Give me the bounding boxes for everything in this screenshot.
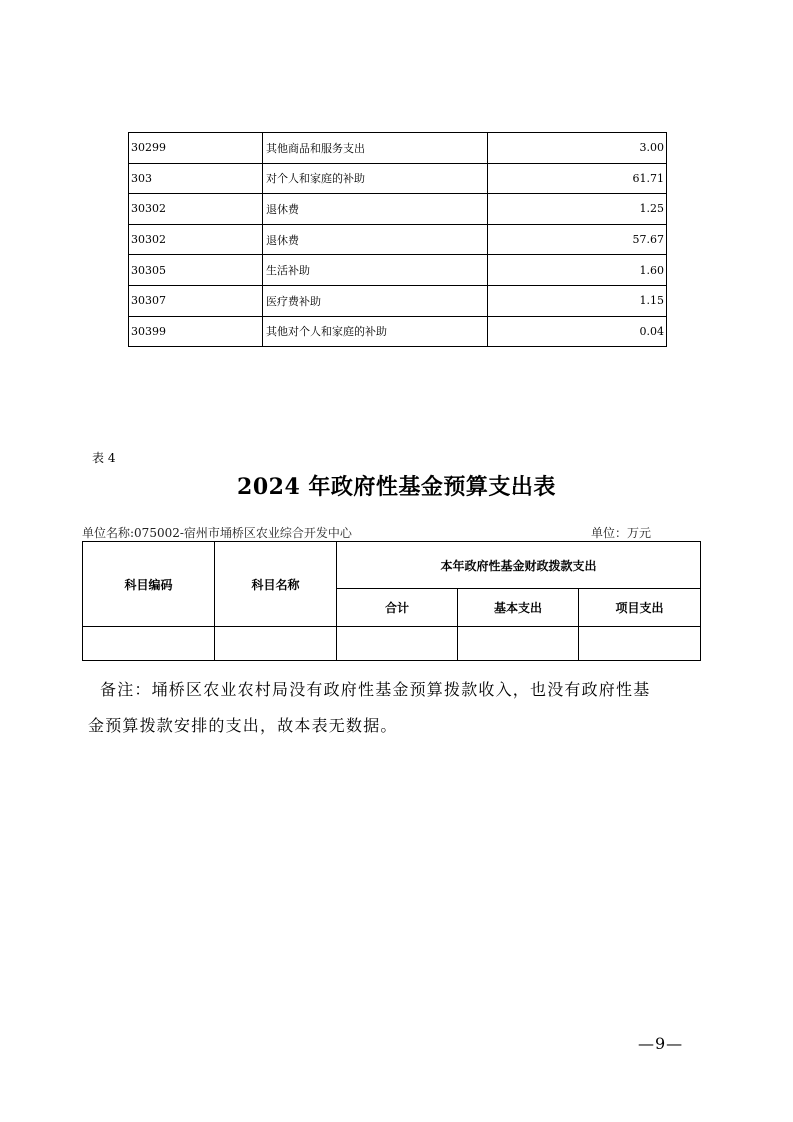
header-basic-expenditure: 基本支出 — [458, 589, 579, 627]
subject-code-cell: 30299 — [129, 133, 263, 164]
table-label: 表 4 — [92, 451, 116, 465]
subject-code-cell: 30302 — [129, 194, 263, 225]
subject-name-cell: 对个人和家庭的补助 — [263, 163, 488, 194]
table-row — [129, 194, 667, 225]
amount-cell: 3.00 — [488, 133, 667, 164]
header-fund-expenditure: 本年政府性基金财政拨款支出 — [337, 542, 701, 589]
subject-code-cell: 30307 — [129, 285, 263, 316]
table-row — [129, 133, 667, 164]
remark-line-1: 备注：埇桥区农业农村局没有政府性基金预算拨款收入，也没有政府性基 — [100, 680, 651, 699]
page-number: —9— — [638, 1034, 684, 1053]
empty-data-row — [83, 627, 701, 661]
subject-name-cell: 其他对个人和家庭的补助 — [263, 316, 488, 347]
unit-name: 单位名称:075002-宿州市埇桥区农业综合开发中心 — [82, 526, 352, 540]
header-project-expenditure: 项目支出 — [579, 589, 701, 627]
page-title: 2024 年政府性基金预算支出表 — [237, 474, 556, 500]
empty-cell — [215, 627, 337, 661]
subject-code-cell: 30399 — [129, 316, 263, 347]
remark-note — [88, 672, 705, 744]
expense-table-body — [129, 133, 667, 347]
empty-cell — [458, 627, 579, 661]
empty-cell — [579, 627, 701, 661]
amount-cell: 57.67 — [488, 224, 667, 255]
table-row — [129, 316, 667, 347]
remark-line-2: 金预算拨款安排的支出，故本表无数据。 — [88, 716, 398, 735]
amount-cell: 0.04 — [488, 316, 667, 347]
subject-name-cell: 其他商品和服务支出 — [263, 133, 488, 164]
header-total: 合计 — [337, 589, 458, 627]
empty-cell — [337, 627, 458, 661]
subject-code-cell: 303 — [129, 163, 263, 194]
subject-code-cell: 30302 — [129, 224, 263, 255]
empty-cell — [83, 627, 215, 661]
subject-code-cell: 30305 — [129, 255, 263, 286]
amount-cell: 61.71 — [488, 163, 667, 194]
subject-name-cell: 退休费 — [263, 194, 488, 225]
expense-table — [128, 132, 667, 347]
table-row — [129, 163, 667, 194]
table-row — [129, 285, 667, 316]
table-row — [129, 255, 667, 286]
header-subject-code: 科目编码 — [83, 542, 215, 627]
fund-expenditure-table — [82, 541, 701, 661]
subject-name-cell: 退休费 — [263, 224, 488, 255]
subject-name-cell: 医疗费补助 — [263, 285, 488, 316]
unit-label: 单位：万元 — [591, 526, 652, 540]
subject-name-cell: 生活补助 — [263, 255, 488, 286]
amount-cell: 1.15 — [488, 285, 667, 316]
table-row — [129, 224, 667, 255]
amount-cell: 1.25 — [488, 194, 667, 225]
header-subject-name: 科目名称 — [215, 542, 337, 627]
amount-cell: 1.60 — [488, 255, 667, 286]
